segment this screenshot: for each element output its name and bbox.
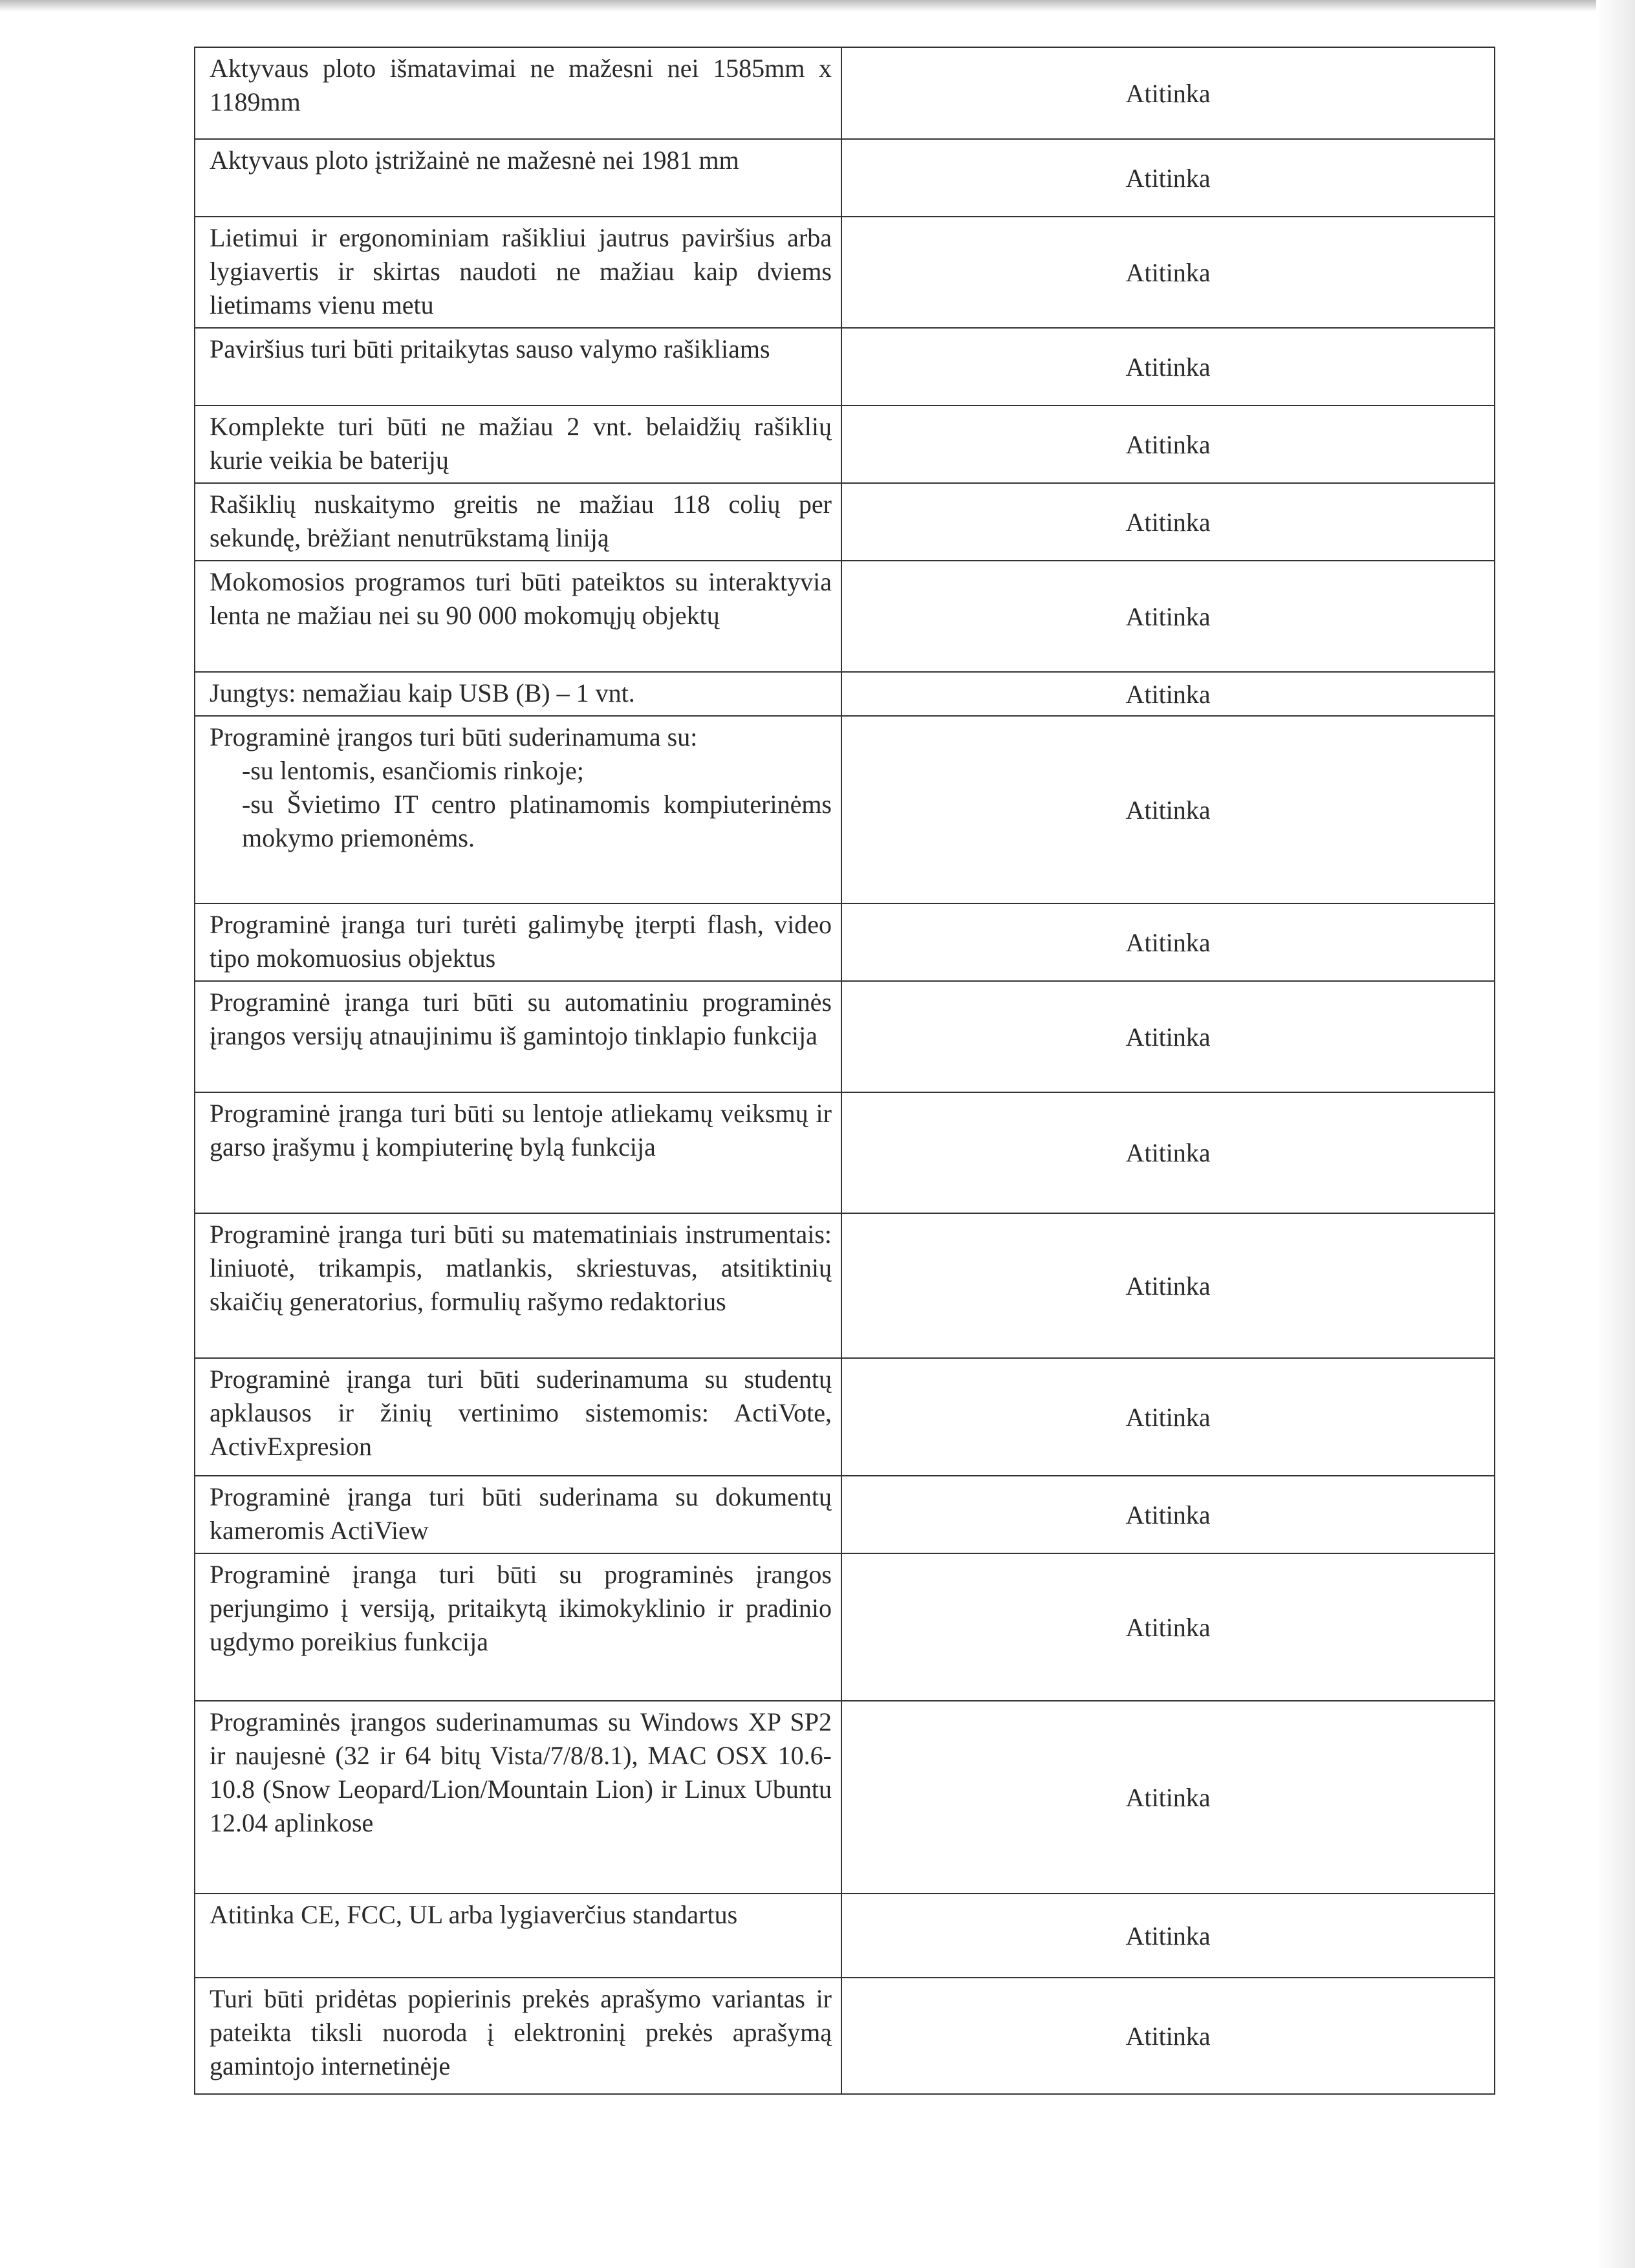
status-cell: Atitinka [842,406,1495,482]
requirement-cell: Rašiklių nuskaitymo greitis ne mažiau 118 colių per sekundę, brėžiant nenutrūkstamą liniją [195,484,842,560]
status-cell: Atitinka [842,1359,1495,1475]
table-row [195,673,1495,717]
requirement-cell: Paviršius turi būti pritaikytas sauso valymo rašikliams [195,329,842,405]
requirement-cell: Programinė įranga turi būti su matematiniais instrumentais: liniuotė, trikampis, matlankis, skriestuvas, atsitiktinių skaičių generatorius, formulių rašymo redaktorius [195,1214,842,1357]
requirement-cell: Turi būti pridėtas popierinis prekės aprašymo variantas ir pateikta tiksli nuoroda į elektroninį prekės aprašymą gamintojo internetinėje [195,1978,842,2093]
status-cell: Atitinka [842,1978,1495,2093]
status-cell: Atitinka [842,1894,1495,1977]
requirement-cell: Lietimui ir ergonominiam rašikliui jautrus paviršius arba lygiavertis ir skirtas naudoti ne mažiau kaip dviems lietimams vienu metu [195,217,842,327]
status-cell: Atitinka [842,484,1495,560]
status-cell: Atitinka [842,329,1495,405]
compliance-table [194,47,1495,2095]
requirement-cell: Aktyvaus ploto išmatavimai ne mažesni nei 1585mm x 1189mm [195,48,842,138]
status-cell: Atitinka [842,673,1495,715]
status-cell: Atitinka [842,48,1495,138]
table-row [195,1701,1495,1894]
table-row [195,1359,1495,1476]
status-cell: Atitinka [842,904,1495,980]
requirement-cell: Programinės įrangos suderinamumas su Windows XP SP2 ir naujesnė (32 ir 64 bitų Vista/7/8/8.1), MAC OSX 10.6-10.8 (Snow Leopard/Lion/Mountain Lion) ir Linux Ubuntu 12.04 aplinkose [195,1701,842,1893]
table-row [195,406,1495,484]
requirement-cell: Programinė įranga turi turėti galimybę įterpti flash, video tipo mokomuosius objektus [195,904,842,980]
requirement-cell: Jungtys: nemažiau kaip USB (B) – 1 vnt. [195,673,842,715]
table-row [195,1894,1495,1978]
status-cell: Atitinka [842,1093,1495,1213]
table-row [195,140,1495,217]
requirement-cell: Komplekte turi būti ne mažiau 2 vnt. belaidžių rašiklių kurie veikia be baterijų [195,406,842,482]
table-row [195,48,1495,140]
requirement-subitem: -su Švietimo IT centro platinamomis kompiuterinėms mokymo priemonėms. [242,790,832,852]
table-row [195,329,1495,406]
requirement-cell: Programinė įranga turi būti su lentoje atliekamų veiksmų ir garso įrašymu į kompiuterinę bylą funkcija [195,1093,842,1213]
table-row [195,982,1495,1093]
status-cell: Atitinka [842,217,1495,327]
status-cell: Atitinka [842,140,1495,216]
requirement-cell: Mokomosios programos turi būti pateiktos su interaktyvia lenta ne mažiau nei su 90 000 mokomųjų objektų [195,561,842,671]
table-row [195,717,1495,904]
table-row [195,1093,1495,1214]
status-cell: Atitinka [842,982,1495,1092]
status-cell: Atitinka [842,717,1495,903]
status-cell: Atitinka [842,1214,1495,1357]
status-cell: Atitinka [842,1554,1495,1700]
requirement-cell [195,717,842,903]
status-cell: Atitinka [842,1476,1495,1553]
scan-top-shadow [0,0,1635,12]
table-row [195,1554,1495,1701]
status-cell: Atitinka [842,561,1495,671]
requirement-cell: Aktyvaus ploto įstrižainė ne mažesnė nei 1981 mm [195,140,842,216]
table-row [195,1214,1495,1359]
requirement-subitem: -su lentomis, esančiomis rinkoje; [242,756,584,785]
status-cell: Atitinka [842,1701,1495,1893]
requirement-cell: Programinė įranga turi būti suderinamuma su studentų apklausos ir žinių vertinimo sistemomis: ActiVote, ActivExpresion [195,1359,842,1475]
table-row [195,1978,1495,2095]
table-row [195,1476,1495,1554]
requirement-text: Programinė įrangos turi būti suderinamuma su: [210,722,698,751]
scan-right-edge [1596,0,1635,2268]
requirement-cell: Programinė įranga turi būti su automatiniu programinės įrangos versijų atnaujinimu iš gamintojo tinklapio funkcija [195,982,842,1092]
requirement-cell: Atitinka CE, FCC, UL arba lygiaverčius standartus [195,1894,842,1977]
requirement-cell: Programinė įranga turi būti suderinama su dokumentų kameromis ActiView [195,1476,842,1553]
requirement-cell: Programinė įranga turi būti su programinės įrangos perjungimo į versiją, pritaikytą ikimokyklinio ir pradinio ugdymo poreikius funkcija [195,1554,842,1700]
table-row [195,217,1495,329]
table-row [195,904,1495,982]
table-row [195,561,1495,673]
table-row [195,484,1495,561]
